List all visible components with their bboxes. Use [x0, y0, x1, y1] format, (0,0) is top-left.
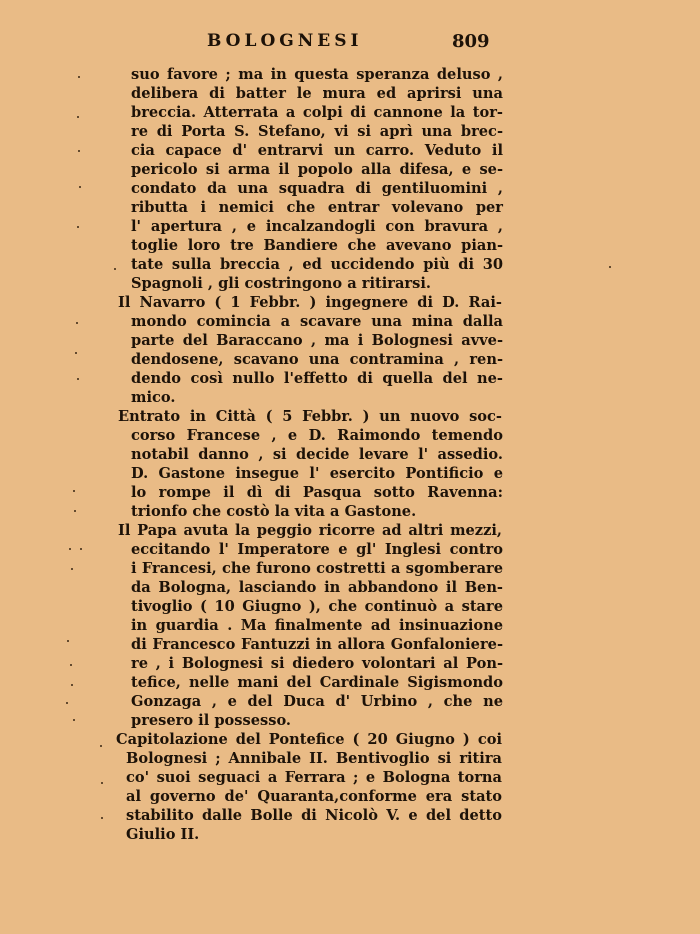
text-line: tefice, nelle mani del Cardinale Sigismondo	[131, 674, 503, 691]
text-line: i Francesi, che furono costretti a sgomberare	[131, 560, 503, 577]
text-line: Spagnoli , gli costringono a ritirarsi.	[131, 275, 431, 292]
text-line: parte del Baraccano , ma i Bolognesi avve-	[131, 332, 503, 349]
text-line: stabilito dalle Bolle di Nicolò V. e del detto	[126, 807, 502, 824]
margin-mark	[114, 268, 116, 270]
margin-mark	[77, 116, 79, 118]
text-line: Gonzaga , e del Duca d' Urbino , che ne	[131, 693, 503, 710]
text-line: Giulio II.	[126, 826, 200, 843]
margin-mark	[77, 378, 79, 380]
margin-mark	[78, 76, 80, 78]
margin-mark	[73, 490, 75, 492]
margin-mark	[80, 548, 82, 550]
text-line: in guardia . Ma finalmente ad insinuazione	[131, 617, 503, 634]
text-line: cia capace d' entrarvi un carro. Veduto il	[131, 142, 503, 159]
text-line: ributta i nemici che entrar volevano per	[131, 199, 503, 216]
text-line: breccia. Atterrata a colpi di cannone la tor-	[131, 104, 503, 121]
text-line: eccitando l' Imperatore e gl' Inglesi contro	[131, 541, 503, 558]
margin-mark	[78, 150, 80, 152]
page-number: 809	[452, 31, 490, 52]
text-line: re di Porta S. Stefano, vi si aprì una brec-	[131, 123, 503, 140]
text-line: pericolo si arma il popolo alla difesa, e se-	[131, 161, 503, 178]
text-line: mico.	[131, 389, 176, 406]
margin-mark	[101, 817, 103, 819]
text-line: corso Francese , e D. Raimondo temendo	[131, 427, 503, 444]
margin-mark	[75, 352, 77, 354]
text-line: tivoglio ( 10 Giugno ), che continuò a stare	[131, 598, 503, 615]
text-line: al governo de' Quaranta,conforme era stato	[126, 788, 502, 805]
margin-mark	[609, 266, 611, 268]
margin-mark	[79, 186, 81, 188]
text-line: Capitolazione del Pontefice ( 20 Giugno ) coi	[116, 731, 502, 748]
margin-mark	[69, 548, 71, 550]
text-line: tate sulla breccia , ed uccidendo più di 30	[131, 256, 503, 273]
text-line: mondo comincia a scavare una mina dalla	[131, 313, 503, 330]
margin-mark	[101, 782, 103, 784]
text-line: Il Papa avuta la peggio ricorre ad altri mezzi,	[118, 522, 502, 539]
margin-mark	[77, 226, 79, 228]
margin-mark	[71, 684, 73, 686]
text-line: suo favore ; ma in questa speranza deluso ,	[131, 66, 503, 83]
text-line: presero il possesso.	[131, 712, 291, 729]
margin-mark	[100, 745, 102, 747]
margin-mark	[74, 510, 76, 512]
margin-mark	[70, 664, 72, 666]
text-line: Entrato in Città ( 5 Febbr. ) un nuovo soc-	[118, 408, 502, 425]
text-line: l' apertura , e incalzandogli con bravura ,	[131, 218, 503, 235]
text-line: di Francesco Fantuzzi in allora Gonfaloniere-	[131, 636, 503, 653]
margin-mark	[76, 322, 78, 324]
margin-mark	[67, 640, 69, 642]
text-line: dendosene, scavano una contramina , ren-	[131, 351, 503, 368]
text-line: condato da una squadra di gentiluomini ,	[131, 180, 503, 197]
text-line: dendo così nullo l'effetto di quella del ne-	[131, 370, 503, 387]
text-line: notabil danno , si decide levare l' assedio.	[131, 446, 503, 463]
text-line: re , i Bolognesi si diedero volontari al Pon-	[131, 655, 503, 672]
text-line: Bolognesi ; Annibale II. Bentivoglio si ritira	[126, 750, 502, 767]
margin-mark	[73, 719, 75, 721]
text-line: toglie loro tre Bandiere che avevano pian-	[131, 237, 503, 254]
text-line: lo rompe il dì di Pasqua sotto Ravenna:	[131, 484, 503, 501]
text-line: delibera di batter le mura ed aprirsi una	[131, 85, 503, 102]
text-line: da Bologna, lasciando in abbandono il Ben-	[131, 579, 503, 596]
text-line: co' suoi seguaci a Ferrara ; e Bologna torna	[126, 769, 502, 786]
text-line: trionfo che costò la vita a Gastone.	[131, 503, 417, 520]
running-title: BOLOGNESI	[207, 31, 363, 51]
margin-mark	[66, 702, 68, 704]
text-line: Il Navarro ( 1 Febbr. ) ingegnere di D. Rai-	[118, 294, 502, 311]
margin-mark	[71, 568, 73, 570]
text-line: D. Gastone insegue l' esercito Pontificio e	[131, 465, 503, 482]
